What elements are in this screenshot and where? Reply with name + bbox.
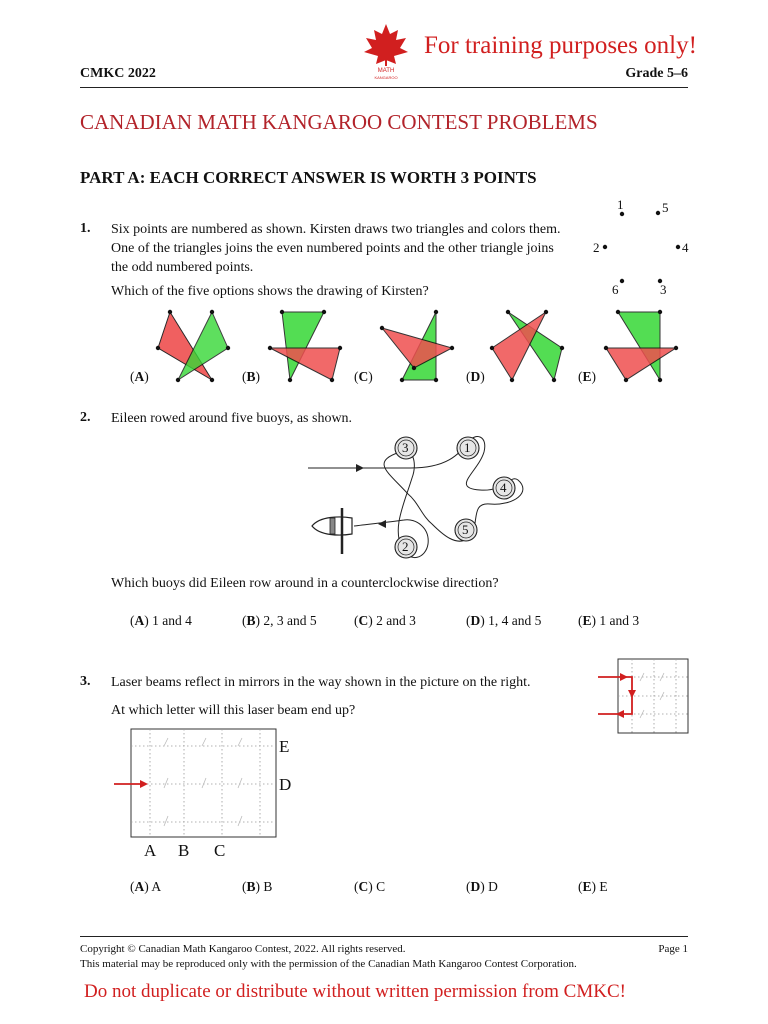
- grade-label: Grade 5–6: [625, 66, 688, 81]
- grid-label-e: E: [279, 737, 290, 756]
- part-heading: PART A: EACH CORRECT ANSWER IS WORTH 3 POINTS: [80, 168, 537, 187]
- q2-option-d[interactable]: (D) 1, 4 and 5: [466, 613, 542, 628]
- svg-text:KANGAROO: KANGAROO: [374, 75, 398, 80]
- q3-option-c[interactable]: (C) C: [354, 879, 386, 894]
- q3-question: At which letter will this laser beam end up?: [111, 703, 356, 718]
- q3-option-d-text: D: [488, 879, 498, 894]
- point-label-6: 6: [612, 282, 619, 297]
- q2-text: Eileen rowed around five buoys, as shown.: [111, 411, 353, 426]
- q3-option-b-letter: B: [246, 879, 256, 894]
- q2-option-d-text: 1, 4 and 5: [488, 613, 542, 628]
- svg-text:MATH: MATH: [377, 68, 395, 74]
- copyright-text: Copyright © Canadian Math Kangaroo Contest, 2022. All rights reserved.: [80, 943, 406, 955]
- q3-option-e[interactable]: (E) E: [578, 879, 608, 894]
- q2-number: 2.: [80, 410, 91, 425]
- q3-option-c-text: C: [376, 879, 386, 894]
- q1-option-b-letter: B: [246, 369, 256, 384]
- permission-text: This material may be reproduced only with the permission of the Canadian Math Kangaroo Contest Corporation.: [80, 958, 577, 970]
- grid-label-c: C: [214, 841, 226, 860]
- grid-label-b: B: [178, 841, 190, 860]
- q1-option-e-figure: [598, 308, 692, 386]
- q2-option-a-text: 1 and 4: [152, 613, 192, 628]
- point-5: [656, 211, 660, 215]
- buoy-label-4: 4: [500, 480, 507, 495]
- q3-option-b-text: B: [263, 879, 273, 894]
- q3-option-d[interactable]: (D) D: [466, 879, 498, 894]
- point-label-4: 4: [682, 240, 689, 255]
- q2-question: Which buoys did Eileen row around in a counterclockwise direction?: [111, 576, 499, 591]
- point-label-2: 2: [593, 240, 600, 255]
- buoy-label-3: 3: [402, 440, 409, 455]
- q2-option-c-letter: C: [358, 613, 369, 628]
- q3-number: 3.: [80, 674, 91, 689]
- q2-option-b-text: 2, 3 and 5: [263, 613, 317, 628]
- q1-option-e-letter: E: [582, 369, 592, 384]
- q1-option-d-letter: D: [470, 369, 481, 384]
- buoy-route-diagram: [300, 432, 540, 564]
- q2-option-e-text: 1 and 3: [599, 613, 640, 628]
- footer-divider: [80, 936, 688, 937]
- q1-option-a[interactable]: (A): [130, 369, 149, 384]
- q3-option-d-letter: D: [470, 879, 481, 894]
- q1-option-d[interactable]: (D): [466, 369, 485, 384]
- q1-option-c-figure: [374, 308, 468, 386]
- q1-text: Six points are numbered as shown. Kirsten draws two triangles and colors them. One of the triangles joins the even numbered points and the other triangle joins the odd numbered points.: [111, 222, 561, 275]
- buoy-label-1: 1: [464, 440, 471, 455]
- q3-option-a-text: A: [151, 879, 162, 894]
- q3-option-a[interactable]: (A) A: [130, 879, 162, 894]
- q1-option-c[interactable]: (C): [354, 369, 373, 384]
- page-title: CANADIAN MATH KANGAROO CONTEST PROBLEMS: [80, 110, 598, 134]
- q1-option-b-figure: [262, 308, 356, 386]
- contest-label: CMKC 2022: [80, 66, 156, 81]
- q2-option-d-letter: D: [470, 613, 481, 628]
- q1-option-e[interactable]: (E): [578, 369, 597, 384]
- grid-label-a: A: [144, 841, 157, 860]
- q2-option-a-letter: A: [134, 613, 145, 628]
- q1-option-c-letter: C: [358, 369, 369, 384]
- q2-option-c[interactable]: (C) 2 and 3: [354, 613, 416, 628]
- q3-option-a-letter: A: [134, 879, 145, 894]
- point-label-3: 3: [660, 282, 667, 297]
- q1-option-a-letter: A: [134, 369, 145, 384]
- q2-option-a[interactable]: (A) 1 and 4: [130, 613, 192, 628]
- boat-icon: [312, 508, 352, 554]
- header-divider: [80, 87, 688, 88]
- point-label-5: 5: [662, 200, 669, 215]
- q2-option-b-letter: B: [246, 613, 256, 628]
- q3-option-e-text: E: [599, 879, 608, 894]
- q3-option-b[interactable]: (B) B: [242, 879, 273, 894]
- q2-option-e[interactable]: (E) 1 and 3: [578, 613, 640, 628]
- laser-puzzle-grid: [110, 726, 280, 842]
- q1-question: Which of the five options shows the drawing of Kirsten?: [111, 284, 429, 299]
- q1-number: 1.: [80, 221, 91, 236]
- q1-option-d-figure: [484, 308, 578, 386]
- math-kangaroo-logo: [360, 22, 412, 82]
- point-4: [676, 245, 680, 249]
- q3-option-e-letter: E: [582, 879, 592, 894]
- q3-option-c-letter: C: [358, 879, 369, 894]
- page-number: Page 1: [658, 943, 688, 955]
- q3-text: Laser beams reflect in mirrors in the way shown in the picture on the right.: [111, 675, 531, 690]
- q1-option-b[interactable]: (B): [242, 369, 261, 384]
- distribution-warning: Do not duplicate or distribute without written permission from CMKC!: [84, 981, 626, 1002]
- point-6: [620, 279, 624, 283]
- q2-option-e-letter: E: [582, 613, 592, 628]
- point-label-1: 1: [617, 197, 624, 212]
- grid-label-d: D: [279, 775, 292, 794]
- q1-option-a-figure: [150, 308, 244, 386]
- point-2: [603, 245, 607, 249]
- laser-example-grid: [594, 656, 692, 736]
- q2-option-b[interactable]: (B) 2, 3 and 5: [242, 613, 317, 628]
- q2-option-c-text: 2 and 3: [376, 613, 416, 628]
- buoy-label-2: 2: [402, 539, 409, 554]
- training-notice: For training purposes only!: [424, 32, 697, 59]
- buoy-label-5: 5: [462, 522, 469, 537]
